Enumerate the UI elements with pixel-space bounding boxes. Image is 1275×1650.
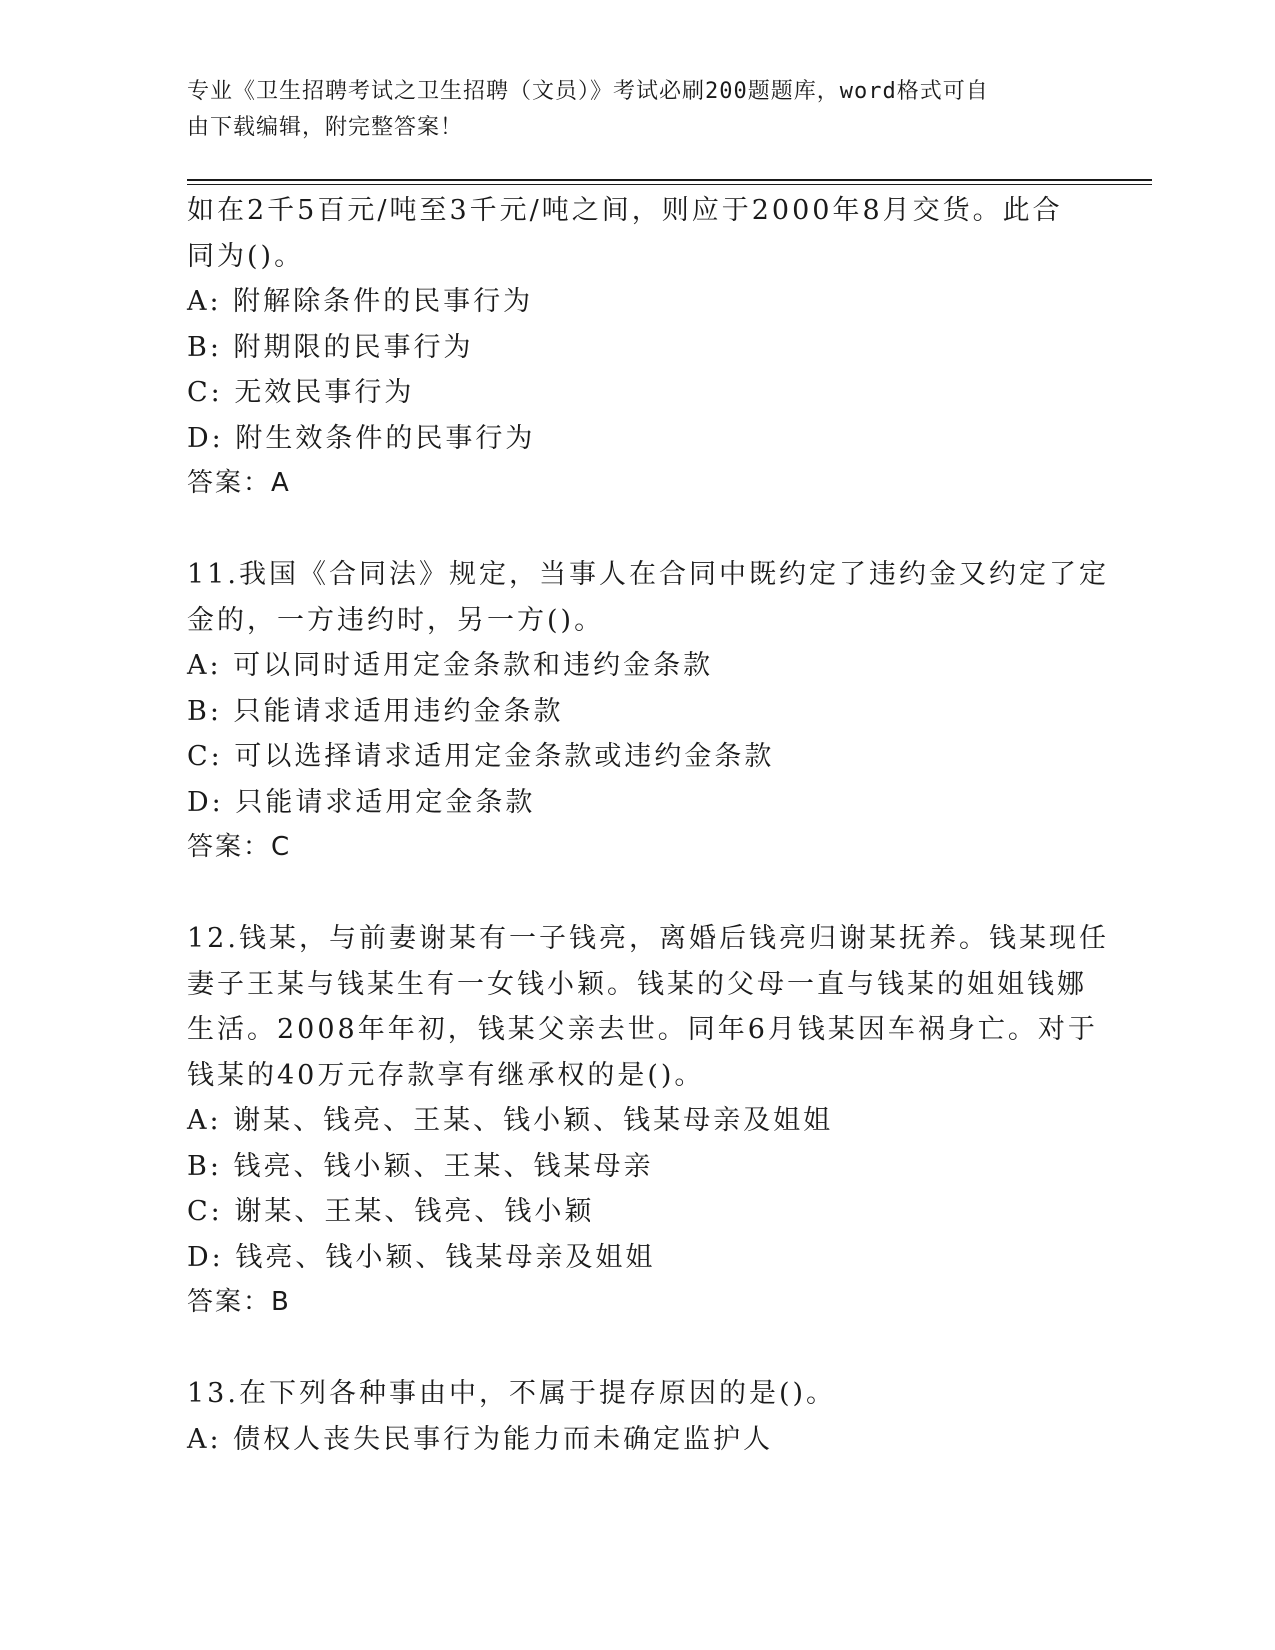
document-header [187, 74, 1067, 146]
question-stem-line: 13.在下列各种事由中，不属于提存原因的是()。 [187, 1378, 837, 1409]
answer-label: 答案：B [187, 1287, 291, 1317]
option-a: A: 可以同时适用定金条款和违约金条款 [187, 650, 714, 681]
question-stem-line: 生活。2008年年初，钱某父亲去世。同年6月钱某因车祸身亡。对于 [187, 1014, 1098, 1045]
question-stem-line: 同为()。 [187, 240, 305, 272]
header-line-1: 专业《卫生招聘考试之卫生招聘（文员）》考试必刷200题题库，word格式可自 [187, 79, 989, 104]
question-block-11 [187, 552, 1109, 871]
header-divider-thin [187, 184, 1152, 185]
header-divider-thick [187, 179, 1152, 181]
header-line-2: 由下载编辑，附完整答案！ [187, 115, 464, 140]
option-d: D: 附生效条件的民事行为 [187, 422, 536, 454]
option-b: B: 只能请求适用违约金条款 [187, 695, 564, 727]
question-stem-line: 12.钱某，与前妻谢某有一子钱亮，离婚后钱亮归谢某抚养。钱某现任 [187, 923, 1109, 954]
answer-label: 答案：C [187, 832, 292, 862]
question-list [187, 188, 1109, 1462]
option-a: A: 债权人丧失民事行为能力而未确定监护人 [187, 1423, 774, 1455]
answer-label: 答案：A [187, 468, 291, 498]
question-block-12 [187, 916, 1109, 1326]
option-d: D: 钱亮、钱小颖、钱某母亲及姐姐 [187, 1241, 656, 1273]
option-a: A: 附解除条件的民事行为 [187, 286, 534, 317]
spacer [187, 507, 1087, 553]
spacer [187, 871, 1087, 917]
question-stem-line: 11.我国《合同法》规定，当事人在合同中既约定了违约金又约定了定 [187, 559, 1109, 590]
option-b: B: 附期限的民事行为 [187, 331, 474, 363]
question-stem-line: 金的，一方违约时，另一方()。 [187, 604, 605, 636]
option-b: B: 钱亮、钱小颖、王某、钱某母亲 [187, 1150, 654, 1182]
question-stem-line: 钱某的40万元存款享有继承权的是()。 [187, 1059, 705, 1091]
question-stem-line: 如在2千5百元/吨至3千元/吨之间，则应于2000年8月交货。此合 [187, 195, 1063, 226]
option-d: D: 只能请求适用定金条款 [187, 786, 536, 818]
option-c: C: 谢某、王某、钱亮、钱小颖 [187, 1196, 595, 1227]
question-block-13 [187, 1371, 1087, 1462]
spacer [187, 1326, 1087, 1372]
option-c: C: 无效民事行为 [187, 377, 415, 408]
option-a: A: 谢某、钱亮、王某、钱小颖、钱某母亲及姐姐 [187, 1105, 834, 1136]
question-stem-line: 妻子王某与钱某生有一女钱小颖。钱某的父母一直与钱某的姐姐钱娜 [187, 968, 1087, 1000]
question-block-10 [187, 188, 1087, 507]
option-c: C: 可以选择请求适用定金条款或违约金条款 [187, 741, 775, 772]
